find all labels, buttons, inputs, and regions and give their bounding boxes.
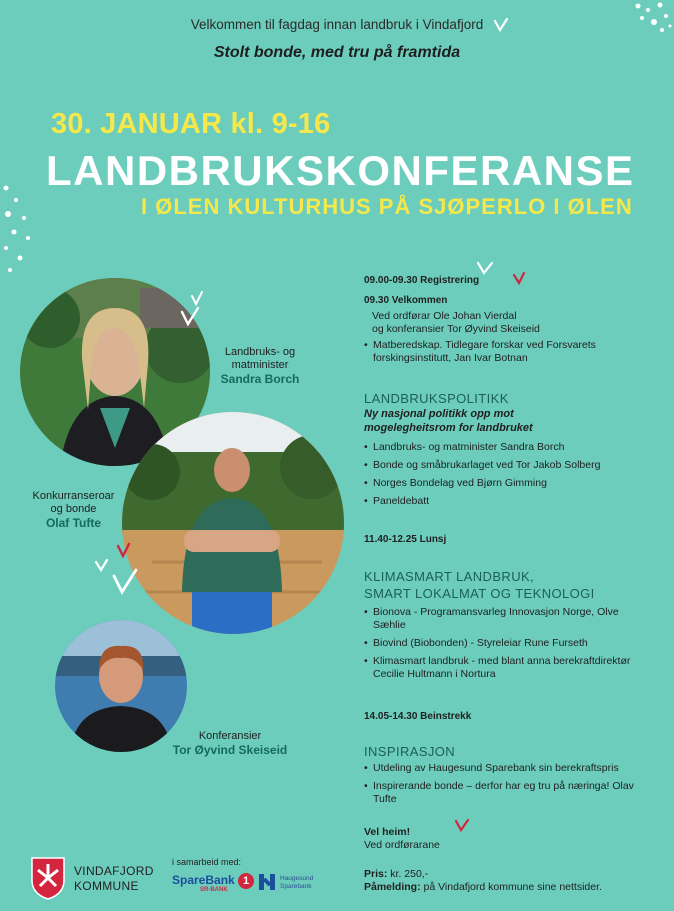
price-label: Pris: bbox=[364, 868, 388, 880]
haugesund-sparebank-icon bbox=[258, 873, 276, 891]
price-value: kr. 250,- bbox=[390, 868, 429, 880]
program-text: og konferansier Tor Øyvind Skeiseid bbox=[372, 323, 540, 335]
decorative-dots bbox=[0, 178, 40, 278]
speaker-caption-tor bbox=[160, 730, 300, 758]
program-break bbox=[364, 710, 664, 723]
section-klimasmart bbox=[364, 568, 664, 686]
program-time: 11.40-12.25 Lunsj bbox=[364, 534, 447, 545]
signup-label: Påmelding: bbox=[364, 881, 421, 893]
program-welcome bbox=[364, 294, 664, 370]
section-title: INSPIRASJON bbox=[364, 744, 456, 759]
sponsor-name: Sparebank bbox=[280, 883, 312, 890]
heart-check-icon bbox=[92, 542, 142, 598]
program-item: • Matberedskap. Tidlegare forskar ved Forsvarets forskingsinstitutt, Jan Ivar Botnan bbox=[364, 339, 604, 365]
section-landbrukspolitikk bbox=[364, 390, 664, 513]
heart-check-icon bbox=[493, 18, 509, 32]
program-text: Ved ordførar Ole Johan Vierdal bbox=[372, 310, 517, 322]
event-date: 30. JANUAR kl. 9-16 bbox=[51, 108, 331, 140]
municipality-line: VINDAFJORD bbox=[74, 864, 154, 878]
vindafjord-coat-of-arms-icon bbox=[30, 856, 66, 900]
speaker-role: Landbruks- og bbox=[224, 346, 296, 358]
program-item: • Inspirerande bonde – derfor har eg tru på næringa! Olav Tufte bbox=[364, 780, 644, 806]
program-item: • Biovind (Biobonden) - Styreleiar Rune Furseth bbox=[364, 637, 634, 650]
speaker-role: Konkurranseroar bbox=[32, 490, 115, 502]
speaker-name: Olaf Tufte bbox=[45, 516, 102, 530]
haugesund-sparebank-logo bbox=[280, 875, 313, 891]
section-subtitle: Ny nasjonal politikk opp mot mogelegheitsrom for landbruket bbox=[364, 408, 533, 434]
speaker-role: og bonde bbox=[50, 503, 97, 515]
program-item: • Bonde og småbrukarlaget ved Tor Jakob Solberg bbox=[364, 459, 664, 472]
section-title: KLIMASMART LANDBRUK, bbox=[364, 569, 535, 584]
welcome-text: Velkommen til fagdag innan landbruk i Vindafjord bbox=[190, 17, 484, 32]
sparebank1-logo bbox=[172, 873, 254, 893]
program-time: 09.30 Velkommen bbox=[364, 295, 448, 306]
heart-check-icon bbox=[178, 290, 208, 330]
closing-text: Ved ordførarane bbox=[364, 839, 440, 851]
section-title: LANDBRUKSPOLITIKK bbox=[364, 391, 509, 406]
sponsor-sub: SR-BANK bbox=[200, 887, 228, 893]
program-lunch bbox=[364, 533, 664, 546]
tagline: Stolt bonde, med tru på framtida bbox=[213, 44, 461, 61]
speaker-caption-sandra bbox=[215, 346, 305, 387]
program-item: • Bionova - Programansvarleg Innovasjon Norge, Olve Sæhlie bbox=[364, 606, 634, 632]
speaker-role: Konferansier bbox=[198, 730, 262, 742]
speaker-photo-olaf bbox=[122, 412, 344, 634]
sponsor-name: SpareBank bbox=[172, 873, 235, 888]
closing-title: Vel heim! bbox=[364, 826, 411, 838]
sparebank1-badge-icon: 1 bbox=[238, 873, 254, 889]
section-title: SMART LOKALMAT OG TEKNOLOGI bbox=[364, 586, 595, 601]
speaker-caption-olaf bbox=[26, 490, 121, 531]
speaker-name: Sandra Borch bbox=[220, 372, 300, 386]
program-time: 09.00-09.30 Registrering bbox=[364, 275, 480, 286]
program-item: • Norges Bondelag ved Bjørn Gimming bbox=[364, 477, 664, 490]
program-time: 14.05-14.30 Beinstrekk bbox=[364, 711, 472, 722]
municipality-line: KOMMUNE bbox=[74, 879, 139, 893]
event-venue: I ØLEN KULTURHUS PÅ SJØPERLO I ØLEN bbox=[141, 194, 633, 219]
program-item: • Utdeling av Haugesund Sparebank sin berekraftspris bbox=[364, 762, 644, 775]
program-price bbox=[364, 868, 664, 894]
program-item: • Paneldebatt bbox=[364, 495, 664, 508]
heart-check-icon bbox=[454, 818, 472, 834]
heart-check-icon bbox=[476, 261, 532, 287]
signup-value: på Vindafjord kommune sine nettsider. bbox=[423, 881, 602, 893]
speaker-role: matminister bbox=[231, 359, 289, 371]
section-inspirasjon bbox=[364, 743, 664, 811]
sponsor-name: Haugesund bbox=[280, 875, 314, 882]
program-item: • Klimasmart landbruk - med blant anna berekraftdirektør Cecilie Hultmann i Nortura bbox=[364, 655, 634, 681]
collab-label: i samarbeid med: bbox=[172, 857, 242, 867]
speaker-name: Tor Øyvind Skeiseid bbox=[172, 743, 288, 757]
program-item: • Landbruks- og matminister Sandra Borch bbox=[364, 441, 664, 454]
event-title: LANDBRUKSKONFERANSE bbox=[46, 147, 635, 194]
municipality-name bbox=[74, 864, 154, 894]
program-closing bbox=[364, 826, 664, 852]
